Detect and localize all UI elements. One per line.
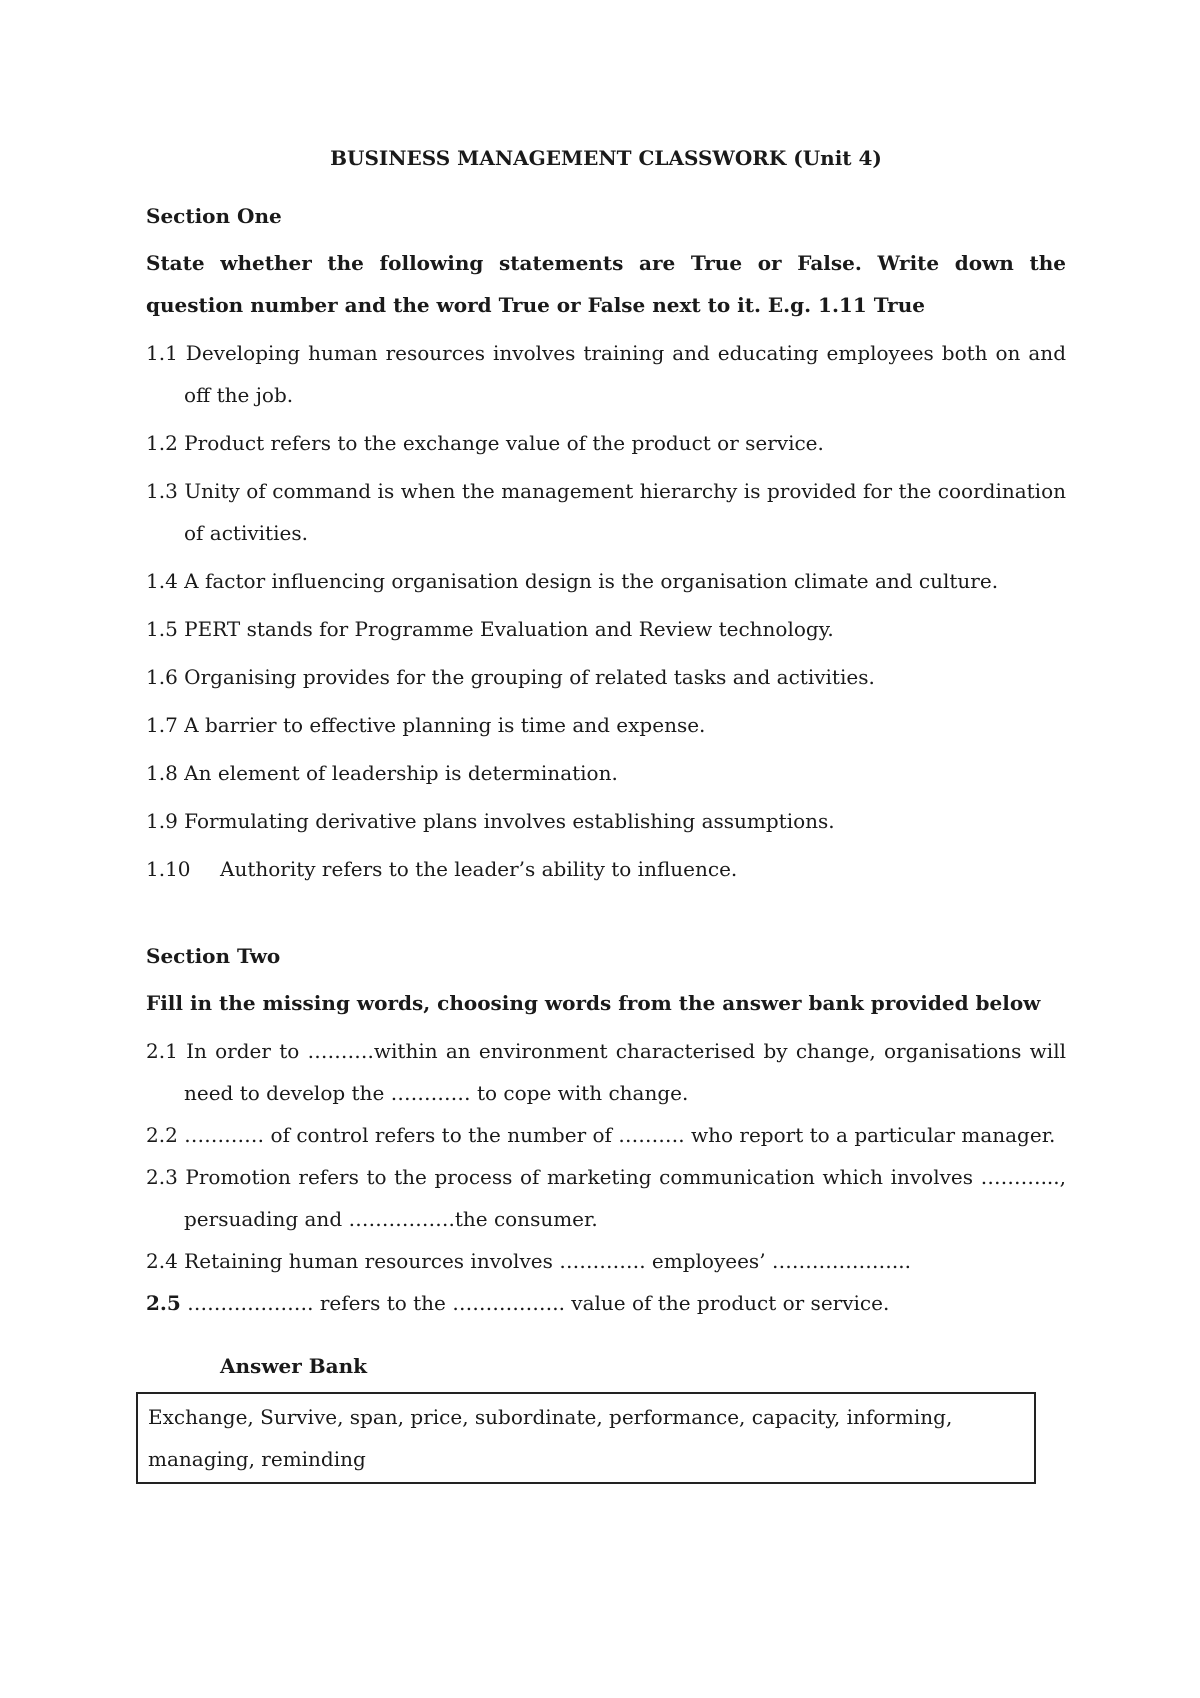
answer-bank-box: Exchange, Survive, span, price, subordinate, performance, capacity, informing, managing, reminding <box>136 1392 1036 1484</box>
question-item: 1.1 Developing human resources involves training and educating employees both on and off the job. <box>146 341 1066 407</box>
answer-bank-heading: Answer Bank <box>220 1354 368 1378</box>
question-item: 2.5 ………………. refers to the …………….. value of the product or service. <box>146 1291 890 1315</box>
question-item: 1.7 A barrier to effective planning is time and expense. <box>146 713 706 737</box>
section-two-questions <box>146 1030 1066 1324</box>
question-item: 1.9 Formulating derivative plans involves establishing assumptions. <box>146 809 835 833</box>
question-item: 2.1 In order to ……….within an environment characterised by change, organisations will need to develop the ………… to cope with change. <box>146 1039 1066 1105</box>
question-item: 2.2 ………… of control refers to the number of ………. who report to a particular manager. <box>146 1123 1056 1147</box>
section-two-heading: Section Two <box>146 944 281 968</box>
question-item: 1.8 An element of leadership is determination. <box>146 761 618 785</box>
question-item: 1.2 Product refers to the exchange value of the product or service. <box>146 431 824 455</box>
question-item: 2.4 Retaining human resources involves …………. employees’ ………………... <box>146 1249 911 1273</box>
question-item: 1.4 A factor influencing organisation design is the organisation climate and culture. <box>146 569 999 593</box>
section-one-instruction: State whether the following statements are True or False. Write down the question number and the word True or False next to it. E.g. 1.11 True <box>146 251 1066 317</box>
section-one-questions <box>146 332 1066 890</box>
section-two-instruction: Fill in the missing words, choosing words from the answer bank provided below <box>146 991 1041 1015</box>
question-item: 1.3 Unity of command is when the management hierarchy is provided for the coordination of activities. <box>146 479 1066 545</box>
question-item: 2.3 Promotion refers to the process of marketing communication which involves ………..., persuading and …………….the consumer. <box>146 1165 1067 1231</box>
question-item: 1.5 PERT stands for Programme Evaluation and Review technology. <box>146 617 834 641</box>
section-one-heading: Section One <box>146 204 282 228</box>
document-page <box>146 140 1066 1484</box>
document-title: BUSINESS MANAGEMENT CLASSWORK (Unit 4) <box>330 146 882 170</box>
question-item: 1.10 Authority refers to the leader’s ability to influence. <box>146 857 738 881</box>
question-item: 1.6 Organising provides for the grouping of related tasks and activities. <box>146 665 875 689</box>
